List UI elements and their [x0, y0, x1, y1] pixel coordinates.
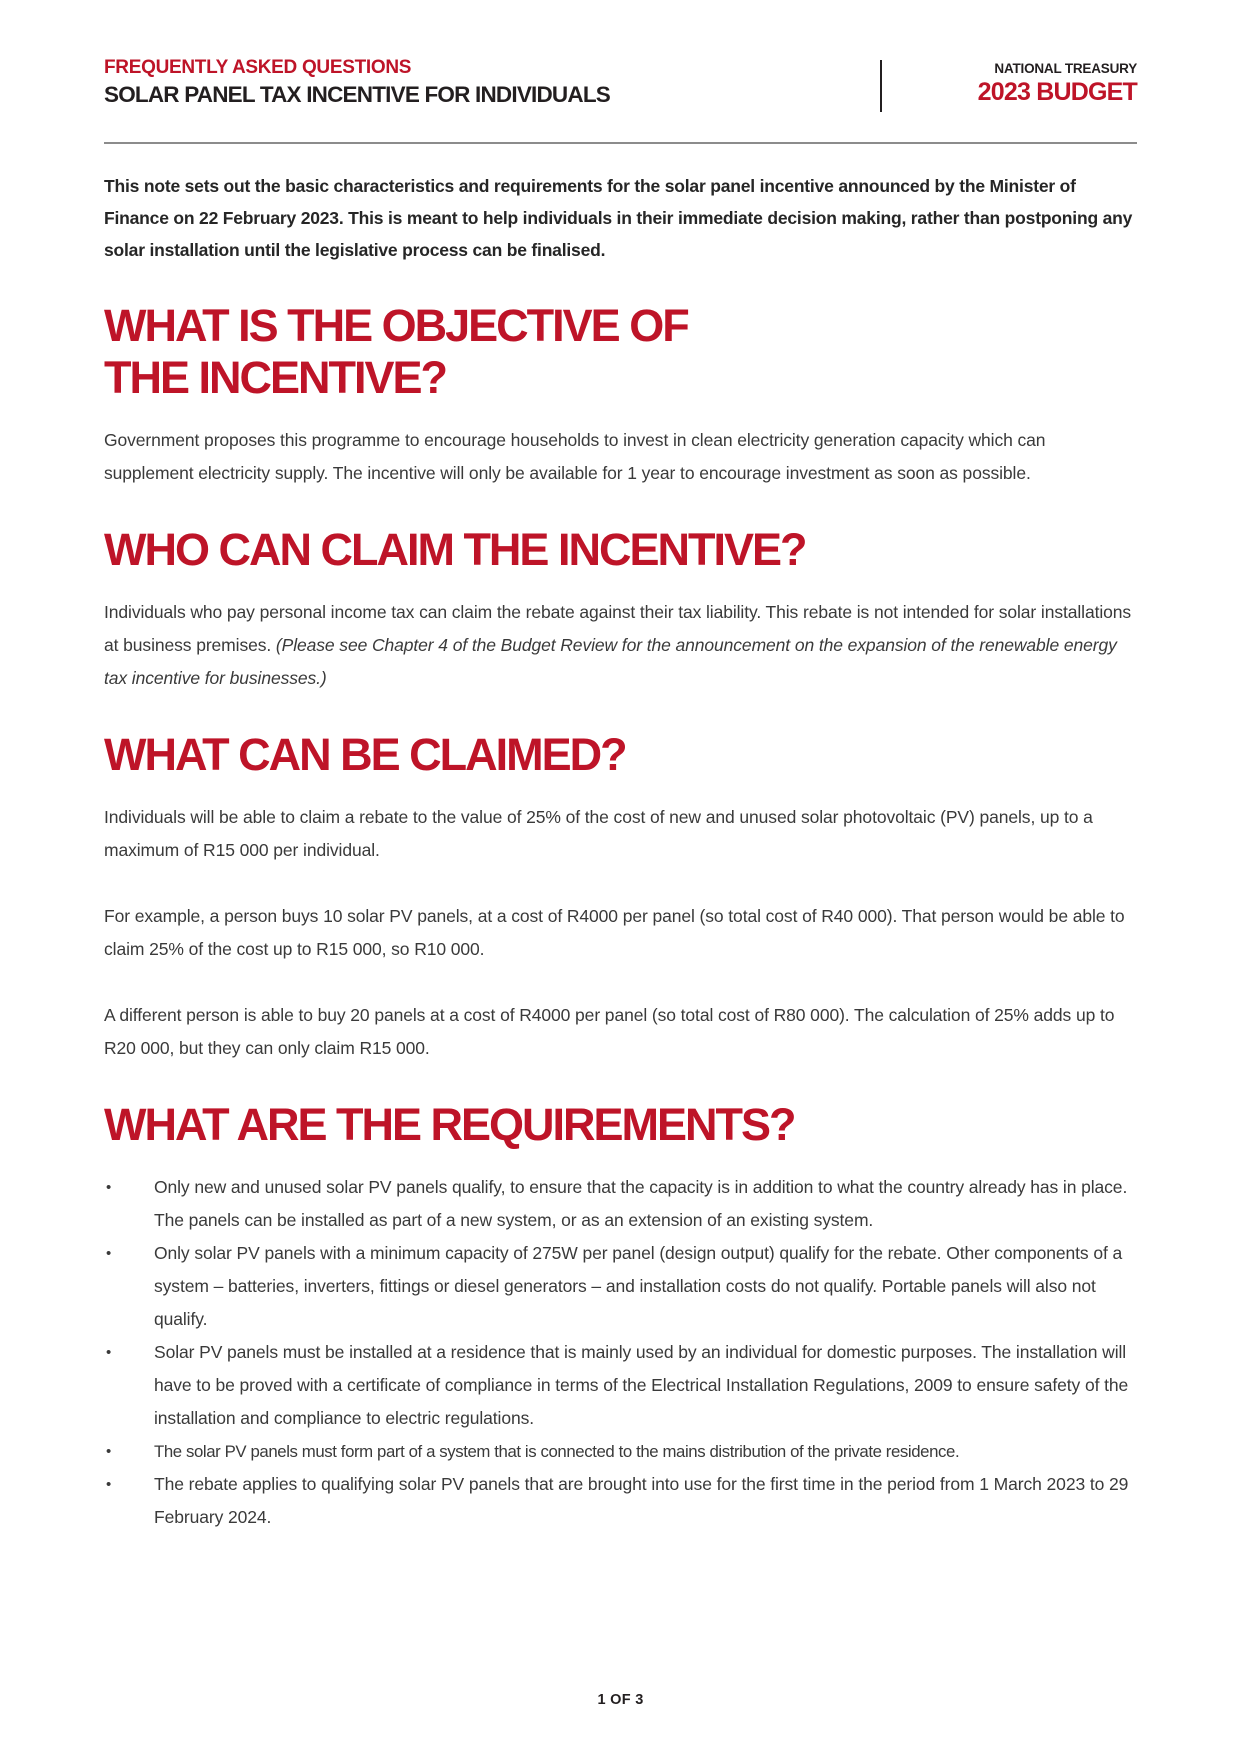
header-rule	[104, 142, 1137, 144]
intro-paragraph: This note sets out the basic characteristics and requirements for the solar panel incentive announced by the Minister of Finance on 22 February 2023. This is meant to help individuals in their immediate decision making, rather than postponing any solar installation until the legislative process can be finalised.	[104, 176, 1133, 260]
budget-label: 2023 BUDGET	[977, 77, 1137, 106]
body-paragraph	[104, 424, 1137, 490]
requirement-item: • Solar PV panels must be installed at a residence that is mainly used by an individual for domestic purposes. The installation will have to be proved with a certificate of compliance in terms of the Electrical Installation Regulations, 2009 to ensure safety of the installation and compliance to electric regulations.	[104, 1336, 1137, 1435]
page-footer	[0, 1692, 1241, 1708]
requirement-item: • Only new and unused solar PV panels qualify, to ensure that the capacity is in addition to what the country already has in place. The panels can be installed as part of a new system, or as an extension of an existing system.	[104, 1171, 1137, 1237]
faq-section	[104, 300, 1137, 490]
paragraph-run: A different person is able to buy 20 panels at a cost of R4000 per panel (so total cost of R80 000). The calculation of 25% adds up to R20 000, but they can only claim R15 000.	[104, 1005, 1115, 1058]
faq-section	[104, 524, 1137, 695]
paragraph-italic-run: (Please see Chapter 4 of the Budget Review for the announcement on the expansion of the renewable energy tax incentive for businesses.)	[104, 635, 1117, 688]
faq-section	[104, 729, 1137, 1065]
faq-section	[104, 1099, 1137, 1534]
requirement-item: • The solar PV panels must form part of a system that is connected to the mains distribution of the private residence.	[104, 1435, 1137, 1468]
body-paragraph	[104, 596, 1137, 695]
paragraph-run: Individuals will be able to claim a rebate to the value of 25% of the cost of new and unused solar photovoltaic (PV) panels, up to a maximum of R15 000 per individual.	[104, 807, 1093, 860]
body-paragraph	[104, 801, 1137, 867]
requirement-item: • The rebate applies to qualifying solar PV panels that are brought into use for the first time in the period from 1 March 2023 to 29 February 2024.	[104, 1468, 1137, 1534]
body-paragraph	[104, 900, 1137, 966]
section-heading: WHAT CAN BE CLAIMED?	[104, 729, 626, 780]
requirement-item: • Only solar PV panels with a minimum capacity of 275W per panel (design output) qualify for the rebate. Other components of a system – batteries, inverters, fittings or diesel generators – and installation costs do not qualify. Portable panels will also not qualify.	[104, 1237, 1137, 1336]
paragraph-run: Government proposes this programme to encourage households to invest in clean electricity generation capacity which can supplement electricity supply. The incentive will only be available for 1 year to encourage investment as soon as possible.	[104, 430, 1046, 483]
faq-eyebrow: FREQUENTLY ASKED QUESTIONS	[104, 57, 412, 78]
page-header	[104, 56, 1137, 112]
header-titles	[104, 56, 610, 109]
body-paragraph	[104, 999, 1137, 1065]
header-brand	[880, 60, 1137, 112]
paragraph-run: For example, a person buys 10 solar PV panels, at a cost of R4000 per panel (so total cost of R40 000). That person would be able to claim 25% of the cost up to R15 000, so R10 000.	[104, 906, 1125, 959]
paragraph-run: Individuals who pay personal income tax can claim the rebate against their tax liability. This rebate is not intended for solar installations at business premises.	[104, 602, 1132, 655]
requirements-list	[104, 1171, 1137, 1534]
brand-text	[978, 60, 1137, 112]
sections-container	[104, 300, 1137, 1534]
section-heading: WHAT ARE THE REQUIREMENTS?	[104, 1099, 795, 1150]
document-title: SOLAR PANEL TAX INCENTIVE FOR INDIVIDUALS	[104, 81, 610, 107]
section-heading: WHAT IS THE OBJECTIVE OF THE INCENTIVE?	[104, 300, 688, 403]
page-number: 1 OF 3	[597, 1692, 644, 1708]
org-name: NATIONAL TREASURY	[994, 61, 1137, 76]
section-heading: WHO CAN CLAIM THE INCENTIVE?	[104, 524, 806, 575]
header-divider	[880, 60, 882, 112]
